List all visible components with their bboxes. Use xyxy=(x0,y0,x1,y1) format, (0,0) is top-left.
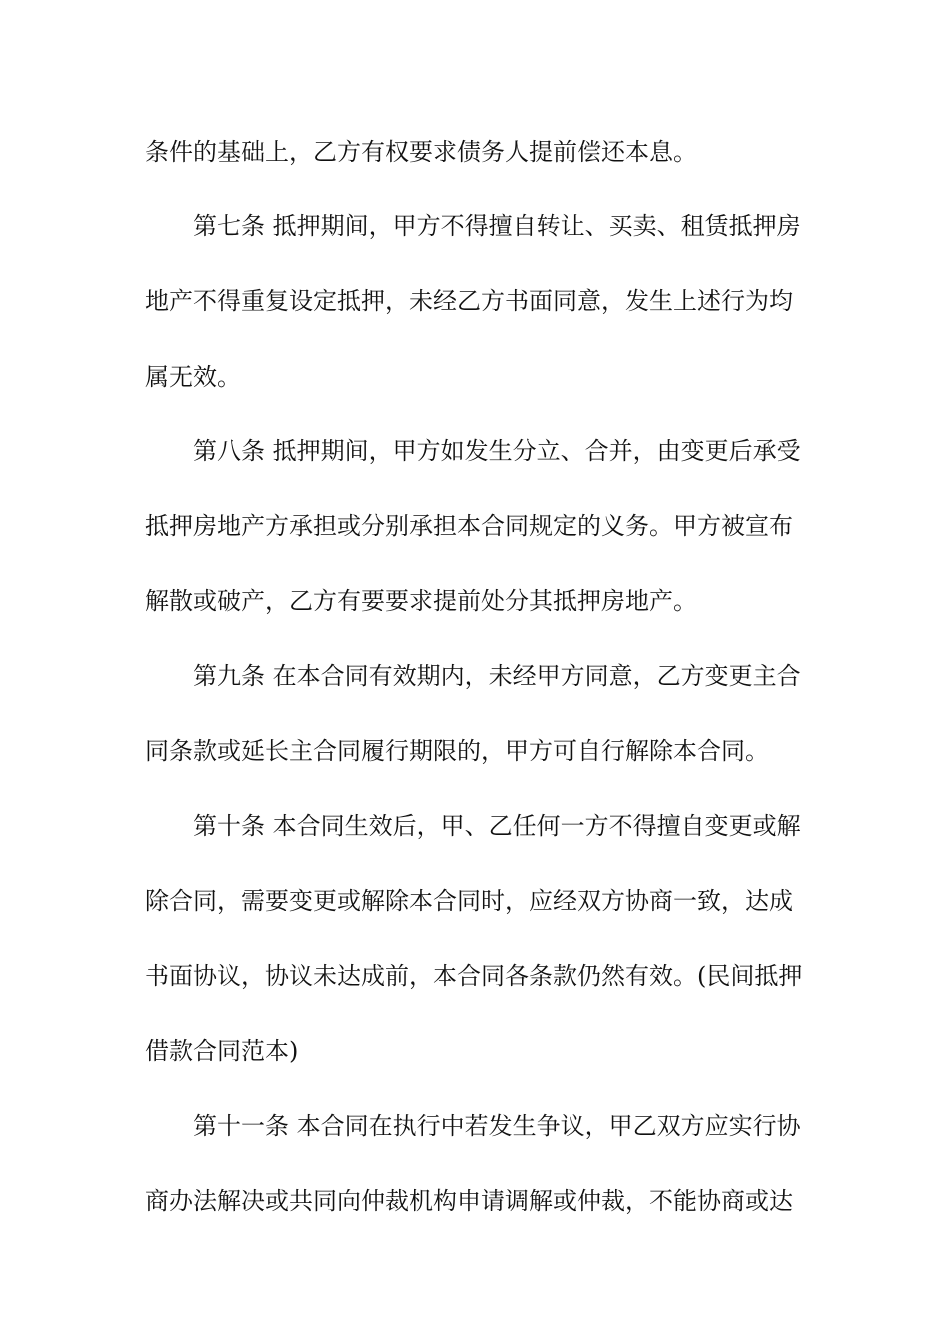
article-11-line-1: 第十一条 本合同在执行中若发生争议，甲乙双方应实行协 xyxy=(193,1112,801,1140)
article-9-line-1: 第九条 在本合同有效期内，未经甲方同意，乙方变更主合 xyxy=(193,662,801,690)
article-7-line-2: 地产不得重复设定抵押，未经乙方书面同意，发生上述行为均 xyxy=(145,287,793,315)
article-8-line-1: 第八条 抵押期间，甲方如发生分立、合并，由变更后承受 xyxy=(193,437,801,465)
article-10-line-2: 除合同，需要变更或解除本合同时，应经双方协商一致，达成 xyxy=(145,887,793,915)
article-9-line-2: 同条款或延长主合同履行期限的，甲方可自行解除本合同。 xyxy=(145,737,769,765)
article-10-line-1: 第十条 本合同生效后，甲、乙任何一方不得擅自变更或解 xyxy=(193,812,801,840)
article-11-line-2: 商办法解决或共同向仲裁机构申请调解或仲裁，不能协商或达 xyxy=(145,1187,793,1215)
article-10-line-3: 书面协议，协议未达成前，本合同各条款仍然有效。(民间抵押 xyxy=(145,962,803,990)
article-7-line-1: 第七条 抵押期间，甲方不得擅自转让、买卖、租赁抵押房 xyxy=(193,212,801,240)
article-10-line-4: 借款合同范本) xyxy=(145,1037,299,1065)
article-7-line-3: 属无效。 xyxy=(145,363,241,391)
article-8-line-2: 抵押房地产方承担或分别承担本合同规定的义务。甲方被宣布 xyxy=(145,512,793,540)
article-8-line-3: 解散或破产，乙方有要要求提前处分其抵押房地产。 xyxy=(145,587,697,615)
text-line-1: 条件的基础上，乙方有权要求债务人提前偿还本息。 xyxy=(145,138,697,166)
